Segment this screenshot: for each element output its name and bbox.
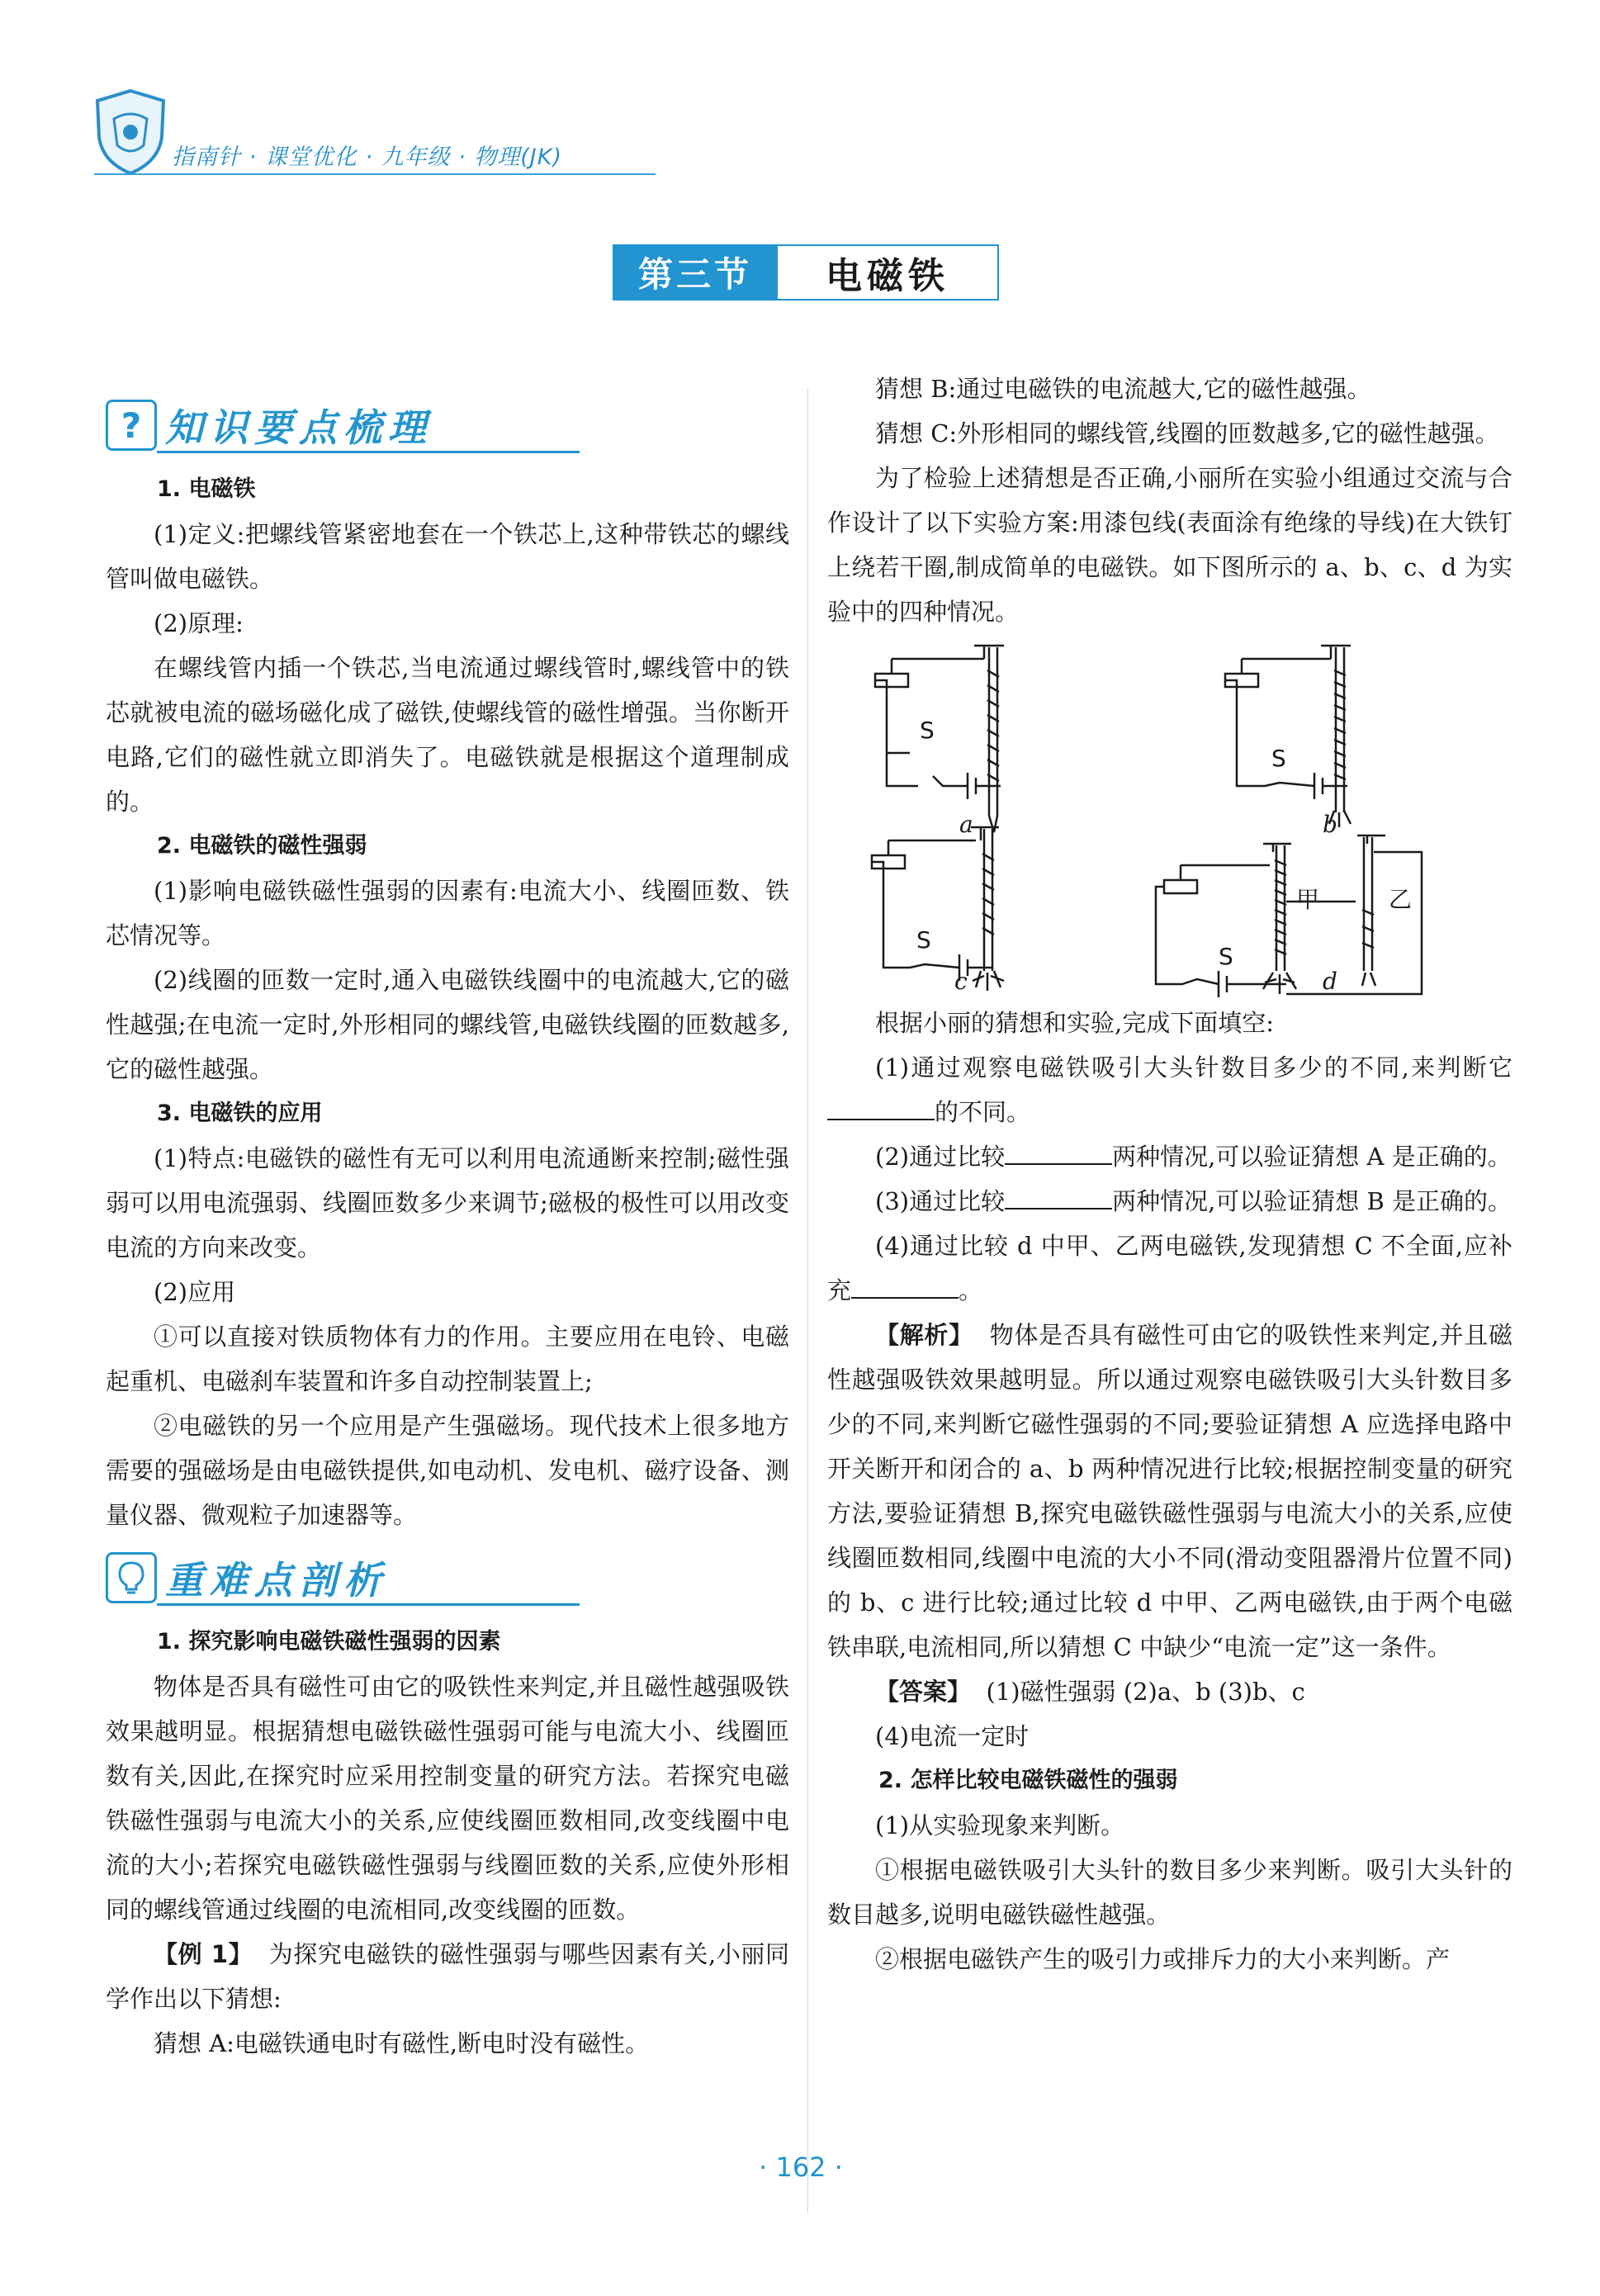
d1-title: 1. 探究影响电磁铁磁性强弱的因素 <box>157 1629 501 1655</box>
answer-text-1: (1)磁性强弱 (2)a、b (3)b、c <box>986 1678 1305 1706</box>
question-3: (3)通过比较 两种情况,可以验证猜想 B 是正确的。 <box>827 1179 1512 1224</box>
switch-label-a: S <box>920 717 935 744</box>
example-1 <box>106 1932 789 2021</box>
analysis-text: 物体是否具有磁性可由它的吸铁性来判定,并且磁性越强吸铁效果越明显。所以通过观察电磁铁吸引大头针数目多少的不同,来判断它磁性强弱的不同;要验证猜想 A 应选择电路中开关断开和闭合的 a、b 两种情况进行比较;根据控制变量的研究方法,要验证猜想 B,探究电磁铁磁性强弱与电流大小的关系,应使线圈匝数相同,线圈中电流的大小不同(滑动变阻器滑片位置不同)的 b、c 进行比较;通过比较 d 中甲、乙两电磁铁,由于两个电磁铁串联,电流相同,所以猜想 C 中缺少“电流一定”这一条件。 <box>827 1321 1512 1661</box>
header-text: 指南针 · 课堂优化 · 九年级 · 物理(JK) <box>172 144 562 170</box>
key-points-banner <box>106 1546 789 1608</box>
diagram-label-b: b <box>1323 811 1337 838</box>
banner-underline <box>157 1603 580 1606</box>
answer <box>827 1669 1512 1714</box>
k2-title: 2. 电磁铁的磁性强弱 <box>157 833 367 859</box>
guess-a: 猜想 A:电磁铁通电时有磁性,断电时没有磁性。 <box>154 2029 650 2057</box>
switch-label-c: S <box>916 926 931 954</box>
diagram-label-a: a <box>959 811 973 838</box>
k3-features: (1)特点:电磁铁的磁性有无可以利用电流通断来控制;磁性强弱可以用电流强弱、线圈匝数多少来调节;磁极的极性可以用改变电流的方向来改变。 <box>106 1144 789 1262</box>
k3-application-1: ①可以直接对铁质物体有力的作用。主要应用在电铃、电磁起重机、电磁刹车装置和许多自动控制装置上; <box>106 1323 789 1395</box>
question-2: (2)通过比较 两种情况,可以验证猜想 A 是正确的。 <box>827 1134 1512 1179</box>
page-number: · 162 · <box>759 2152 843 2183</box>
blank-2[interactable] <box>1005 1139 1112 1165</box>
section-title <box>613 244 999 301</box>
switch-label-b: S <box>1271 745 1286 772</box>
knowledge-banner-title: 知识要点梳理 <box>165 405 433 450</box>
header-divider <box>94 173 656 175</box>
k1-definition: (1)定义:把螺线管紧密地套在一个铁芯上,这种带铁芯的螺线管叫做电磁铁。 <box>106 520 789 593</box>
k1-principle: 在螺线管内插一个铁芯,当电流通过螺线管时,螺线管中的铁芯就被电流的磁场磁化成了磁铁,使螺线管的磁性增强。当你断开电路,它们的磁性就立即消失了。电磁铁就是根据这个道理制成的。 <box>106 654 789 816</box>
example-text: 为探究电磁铁的磁性强弱与哪些因素有关,小丽同学作出以下猜想: <box>106 1940 789 2013</box>
blank-1[interactable] <box>827 1094 935 1120</box>
magnet-label-yi: 乙 <box>1389 886 1413 913</box>
magnet-label-jia: 甲 <box>1296 886 1320 913</box>
example-label: 【例 1】 <box>154 1940 253 1968</box>
electromagnet-diagram <box>827 637 1512 997</box>
k2-relationship: (2)线圈的匝数一定时,通入电磁铁线圈中的电流越大,它的磁性越强;在电流一定时,外形相同的螺线管,电磁铁线圈的匝数越多,它的磁性越强。 <box>106 966 789 1083</box>
d2-method-1: ①根据电磁铁吸引大头针的数目多少来判断。吸引大头针的数目越多,说明电磁铁磁性越强。 <box>827 1856 1512 1929</box>
blank-4[interactable] <box>851 1272 959 1299</box>
k1-title: 1. 电磁铁 <box>157 476 256 502</box>
k3-application-2: ②电磁铁的另一个应用是产生强磁场。现代技术上很多地方需要的强磁场是由电磁铁提供,如电动机、发电机、磁疗设备、测量仪器、微观粒子加速器等。 <box>106 1412 789 1529</box>
switch-label-d: S <box>1219 943 1233 970</box>
answer-label: 【答案】 <box>875 1678 972 1706</box>
k2-factors: (1)影响电磁铁磁性强弱的因素有:电流大小、线圈匝数、铁芯情况等。 <box>106 877 789 949</box>
column-divider <box>807 388 808 2213</box>
page-header <box>89 79 651 177</box>
d2-method-2: ②根据电磁铁产生的吸引力或排斥力的大小来判断。产 <box>875 1945 1451 1973</box>
left-column <box>106 385 789 2066</box>
answer-text-2: (4)电流一定时 <box>875 1722 1030 1750</box>
k1-principle-label: (2)原理: <box>154 609 244 637</box>
section-number: 第三节 <box>613 244 778 301</box>
analysis <box>827 1313 1512 1669</box>
knowledge-banner <box>106 393 789 456</box>
blank-3[interactable] <box>1005 1183 1112 1210</box>
k3-title: 3. 电磁铁的应用 <box>157 1101 323 1126</box>
banner-underline <box>157 451 580 453</box>
section-name: 电磁铁 <box>778 244 999 301</box>
task-instruction: 根据小丽的猜想和实验,完成下面填空: <box>875 1009 1274 1037</box>
school-shield-icon <box>89 86 172 177</box>
question-icon: ? <box>106 400 157 451</box>
d1-analysis: 物体是否具有磁性可由它的吸铁性来判定,并且磁性越强吸铁效果越明显。根据猜想电磁铁磁性强弱可能与电流大小、线圈匝数有关,因此,在探究时应采用控制变量的研究方法。若探究电磁铁磁性强弱与电流大小的关系,应使线圈匝数相同,改变线圈中电流的大小;若探究电磁铁磁性强弱与线圈匝数的关系,应使外形相同的螺线管通过线圈的电流相同,改变线圈的匝数。 <box>106 1673 789 1924</box>
right-column <box>827 367 1512 1981</box>
d2-method: (1)从实验现象来判断。 <box>875 1811 1125 1839</box>
guess-c: 猜想 C:外形相同的螺线管,线圈的匝数越多,它的磁性越强。 <box>875 419 1499 447</box>
guess-b: 猜想 B:通过电磁铁的电流越大,它的磁性越强。 <box>875 375 1371 403</box>
question-1: (1)通过观察电磁铁吸引大头针数目多少的不同,来判断它的不同。 <box>827 1045 1512 1134</box>
analysis-label: 【解析】 <box>875 1321 973 1349</box>
diagram-label-d: d <box>1323 968 1337 995</box>
key-points-banner-title: 重难点剖析 <box>165 1558 388 1602</box>
k3-application-label: (2)应用 <box>154 1278 236 1306</box>
experiment-plan: 为了检验上述猜想是否正确,小丽所在实验小组通过交流与合作设计了以下实验方案:用漆包线(表面涂有绝缘的导线)在大铁钉上绕若干圈,制成简单的电磁铁。如下图所示的 a、b、c、d 为实验中的四种情况。 <box>827 464 1512 626</box>
d2-title: 2. 怎样比较电磁铁磁性的强弱 <box>878 1768 1178 1793</box>
diagram-label-c: c <box>954 968 968 995</box>
lightbulb-icon <box>106 1552 157 1603</box>
question-4: (4)通过比较 d 中甲、乙两电磁铁,发现猜想 C 不全面,应补充 。 <box>827 1232 1512 1304</box>
